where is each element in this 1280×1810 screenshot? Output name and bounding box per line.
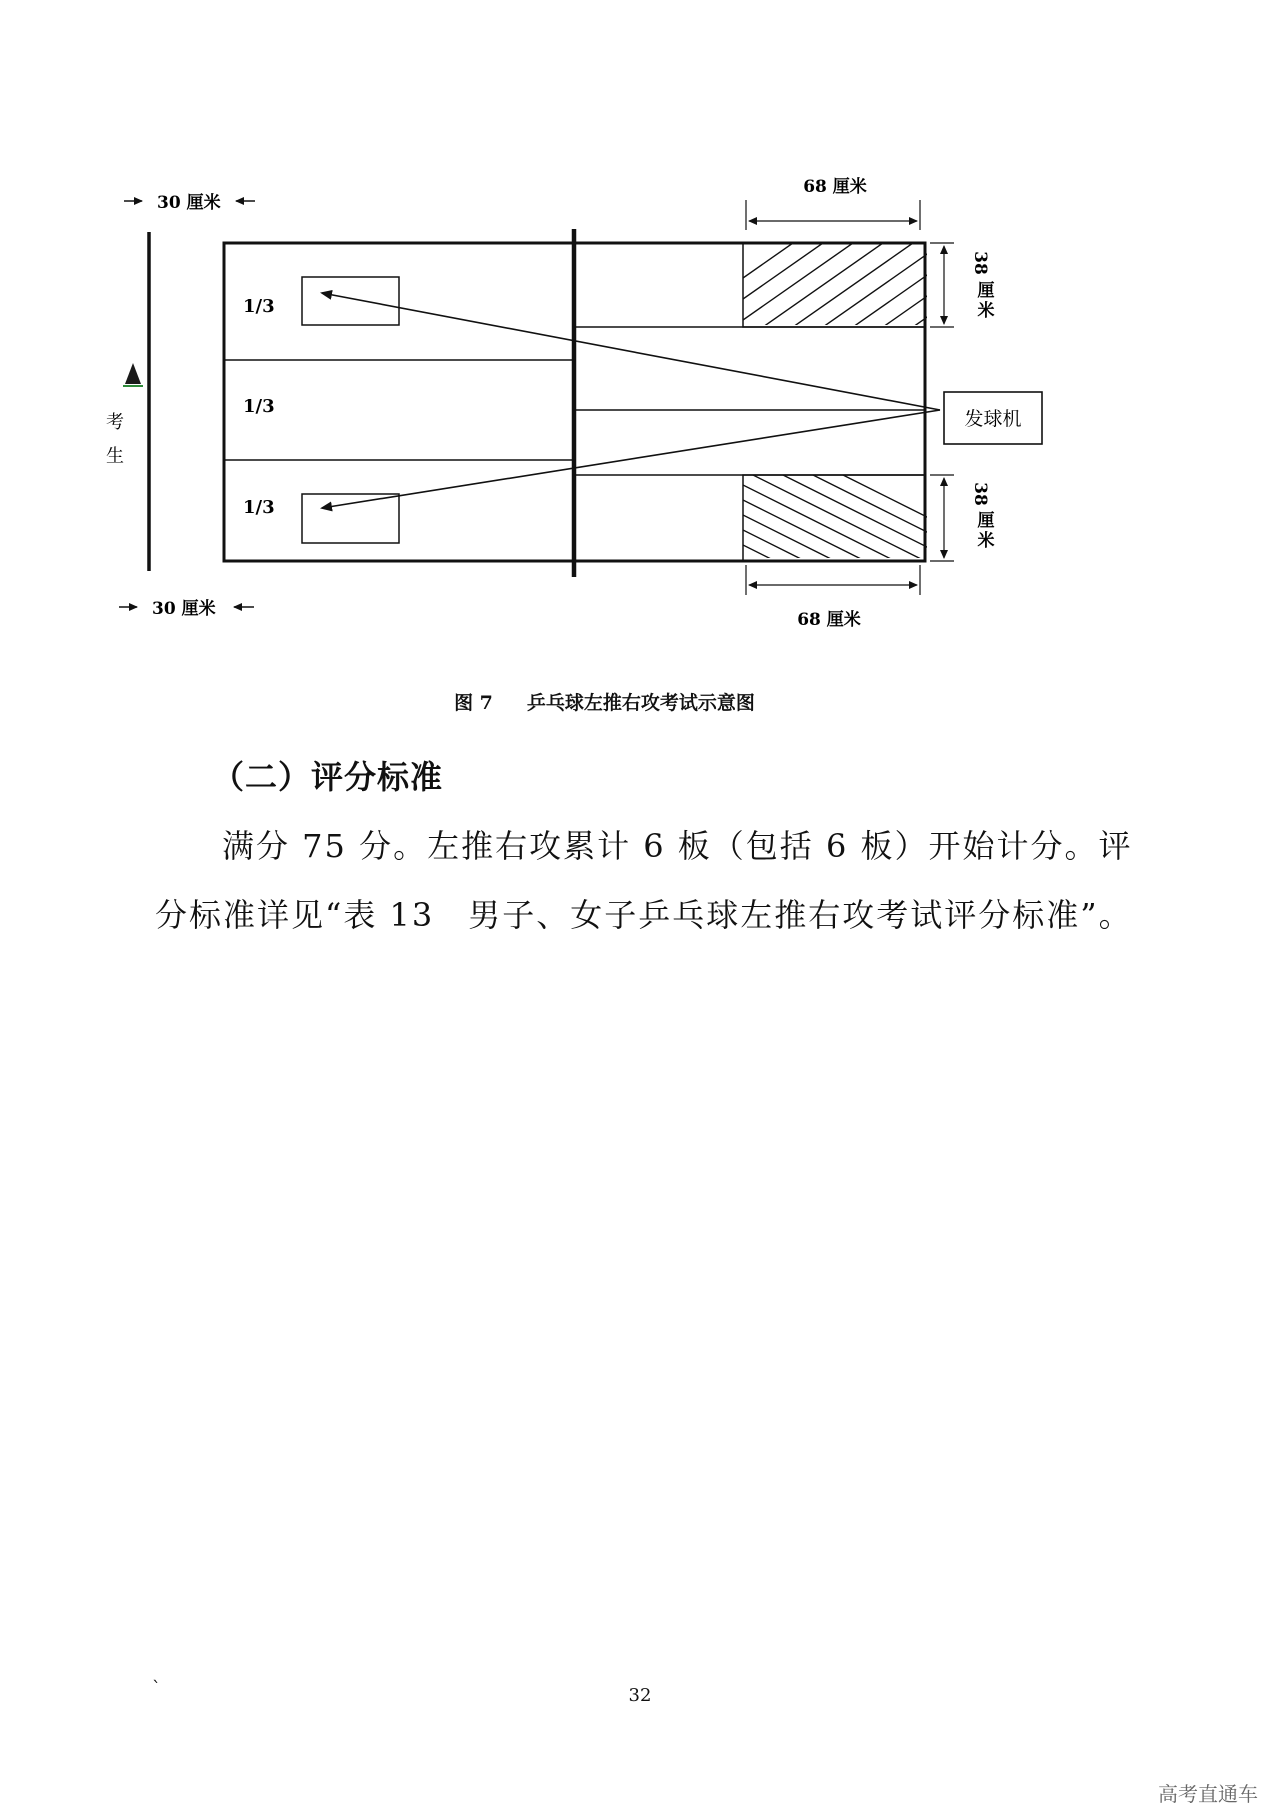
examinee-label-2: 生: [106, 446, 124, 467]
third-label-top: 1/3: [243, 296, 275, 317]
stray-tick-mark: `: [152, 1678, 161, 1699]
figure-caption: [0, 688, 1209, 715]
ping-pong-diagram: [0, 0, 1280, 660]
target-box-top: [302, 277, 399, 325]
third-label-middle: 1/3: [243, 396, 275, 417]
page-number: 32: [628, 1685, 652, 1706]
zone-top-height-num: 38: [970, 251, 990, 275]
caption-title: 乒乓球左推右攻考试示意图: [526, 692, 755, 714]
zone-top-height-char2: 米: [977, 301, 995, 321]
watermark: 高考直通车: [1158, 1782, 1258, 1806]
serving-machine-label: 发球机: [964, 408, 1022, 430]
section-heading: （二）评分标准: [212, 758, 444, 796]
zone-bottom-height-char1: 厘: [977, 511, 995, 531]
zone-bottom-width-label: 68 厘米: [797, 610, 861, 630]
zone-bottom-height-char2: 米: [977, 531, 995, 551]
bottom-30cm-label: 30 厘米: [152, 599, 216, 619]
caption-number: 图 7: [454, 692, 493, 714]
zone-top-width-label: 68 厘米: [803, 177, 867, 197]
zone-bottom-height-num: 38: [970, 482, 990, 506]
ball-path-to-bottom: [322, 410, 940, 508]
top-30cm-label: 30 厘米: [157, 193, 221, 213]
third-label-bottom: 1/3: [243, 497, 275, 518]
target-box-bottom: [302, 494, 399, 543]
examinee-marker-icon: [125, 363, 141, 384]
section-paragraph: 满分 75 分。左推右攻累计 6 板（包括 6 板）开始计分。评分标准详见“表 13 男子、女子乒乓球左推右攻考试评分标准”。: [155, 827, 1133, 934]
zone-top-height-char1: 厘: [977, 281, 995, 301]
examinee-label-1: 考: [106, 412, 124, 433]
